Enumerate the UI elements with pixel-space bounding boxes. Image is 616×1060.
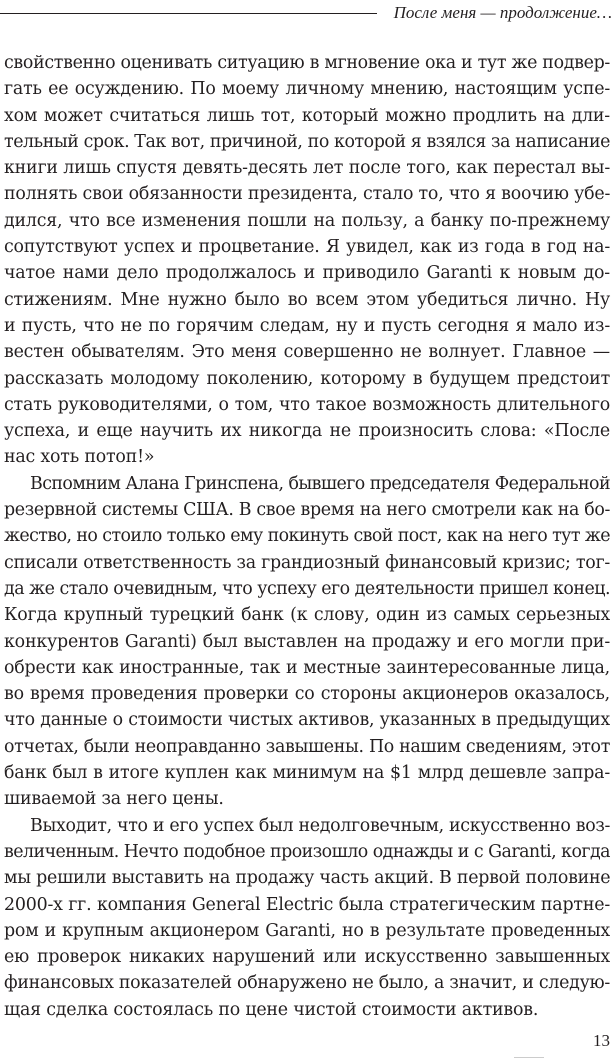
paragraph-1	[4, 50, 610, 471]
text-line: дился, что все изменения пошли на пользу, а банку по-прежнему	[4, 210, 610, 231]
text-line: во время проведения проверки со стороны акционеров оказалось,	[4, 684, 610, 705]
running-title: После меня — продолжение…	[393, 3, 612, 22]
text-line: ром и крупным акционером Garanti, но в результате проведенных	[4, 920, 610, 941]
paragraph-2	[4, 471, 610, 813]
text-line: обрести как иностранные, так и местные заинтересованные лица,	[4, 657, 610, 678]
text-line: ею проверок никаких нарушений или искусственно завышенных	[4, 947, 610, 968]
text-line: свойственно оценивать ситуацию в мгновение ока и тут же подвер-	[4, 53, 610, 73]
text-line: вестен обывателям. Это меня совершенно не волнует. Главное —	[4, 342, 610, 363]
text-line: сопутствуют успех и процветание. Я увидел, как из года в год на-	[4, 237, 610, 258]
footer-mark	[514, 1057, 544, 1058]
text-line: нас хоть потоп!»	[4, 447, 155, 468]
text-line: что данные о стоимости чистых активов, указанных в предыдущих	[4, 710, 610, 731]
text-line: мы решили выставить на продажу часть акций. В первой половине	[4, 868, 611, 889]
header-rule	[0, 13, 377, 14]
text-line: Вспомним Алана Гринспена, бывшего председателя Федеральной	[30, 473, 610, 494]
paragraph-3	[4, 813, 610, 1023]
text-line: банк был в итоге куплен как минимум на $1 млрд дешевле запра-	[4, 763, 610, 784]
text-line: гать ее осуждению. По моему личному мнению, настоящим успе-	[4, 79, 610, 100]
text-line: да же стало очевидным, что успеху его деятельности пришел конец.	[4, 578, 610, 599]
text-line: отчетах, были неоправданно завышены. По нашим сведениям, этот	[4, 736, 610, 757]
text-line: рассказать молодому поколению, которому в будущем предстоит	[4, 368, 610, 389]
text-line: резервной системы США. В свое время на него смотрели как на бо-	[4, 500, 610, 521]
text-line: книги лишь спустя девять-десять лет после того, как перестал вы-	[4, 158, 610, 179]
text-line: тельный срок. Так вот, причиной, по которой я взялся за написание	[4, 131, 610, 152]
text-line: Выходит, что и его успех был недолговечным, искусственно воз-	[30, 815, 611, 836]
text-line: величенным. Нечто подобное произошло однажды и с Garanti, когда	[4, 841, 610, 862]
text-line: финансовых показателей обнаружено не было, а значит, и следую-	[4, 973, 610, 994]
text-line: 2000-х гг. компания General Electric была стратегическим партне-	[4, 894, 610, 915]
running-header	[0, 0, 616, 28]
text-line: Когда крупный турецкий банк (к слову, один из самых серьезных	[4, 605, 610, 626]
text-line: жество, но стоило только ему покинуть свой пост, как на него тут же	[4, 526, 610, 547]
text-line: чатое нами дело продолжалось и приводило Garanti к новым до-	[4, 263, 610, 284]
body-text	[4, 50, 610, 1023]
text-line: и пусть, что не по горячим следам, ну и пусть сегодня я мало из-	[4, 315, 610, 336]
text-line: списали ответственность за грандиозный финансовый кризис; тог-	[4, 552, 611, 573]
text-line: хом может считаться лишь тот, который можно продлить на дли-	[4, 105, 610, 126]
text-line: успеха, и еще научить их никогда не произносить слова: «После	[4, 421, 610, 442]
text-line: конкурентов Garanti) был выставлен на продажу и его могли при-	[4, 631, 610, 652]
text-line: щая сделка состоялась по цене чистой стоимости активов.	[4, 999, 539, 1020]
text-line: стать руководителями, о том, что такое возможность длительного	[4, 394, 610, 415]
text-line: шиваемой за него цены.	[4, 789, 224, 810]
text-line: полнять свои обязанности президента, стало то, что я воочию убе-	[4, 184, 611, 205]
text-line: стижениям. Мне нужно было во всем этом убедиться лично. Ну	[4, 289, 610, 310]
page-number: 13	[593, 1031, 610, 1050]
